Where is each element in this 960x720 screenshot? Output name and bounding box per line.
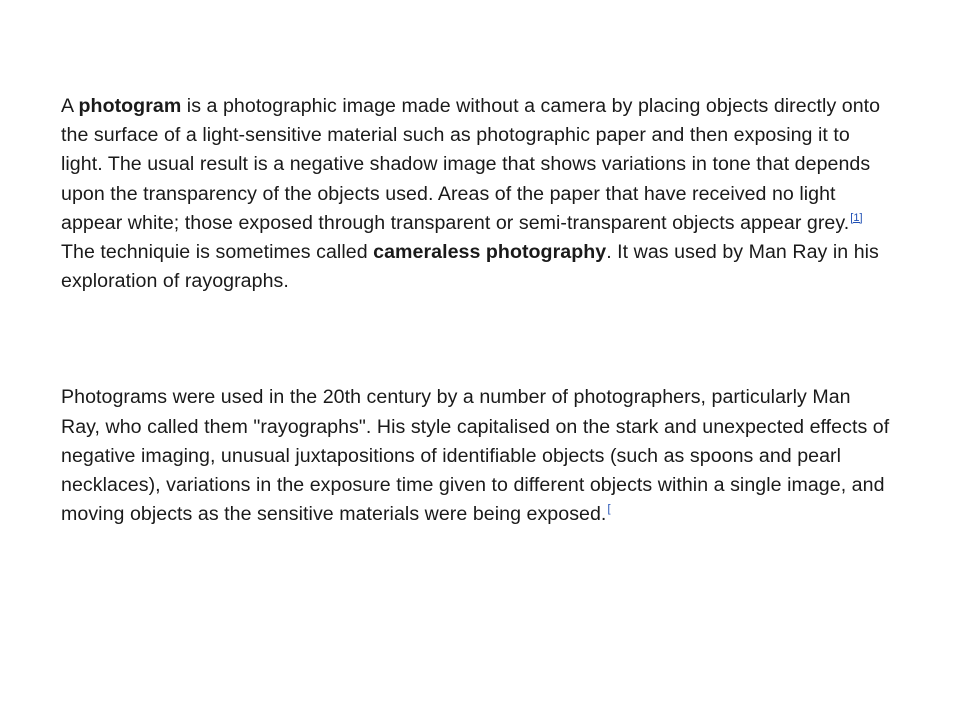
text-run: The techniquie is sometimes called [61, 241, 374, 264]
text-run: is a photographic image made without a camera by placing objects directly onto the surface of a light-sensitive material such as photographic paper and then exposing it to light. The usual result is a negative shadow image that shows variations in tone that depends upon the transparency of the objects used. Areas of the paper that have received no light appear white; those exposed through transparent or semi-transparent objects appear grey. [61, 95, 881, 234]
paragraph-cameraless-photography [61, 238, 891, 296]
paragraph-photogram-definition [61, 92, 891, 238]
reference-link-1[interactable]: [1] [850, 211, 863, 224]
term-cameraless-photography: cameraless photography [373, 241, 607, 264]
slide-text-body [61, 92, 891, 529]
term-photogram: photogram [78, 95, 182, 117]
reference-link-2[interactable]: [ [607, 503, 611, 516]
text-run: A [61, 95, 79, 117]
text-run: . It was used by Man Ray in his exploration of rayographs. [61, 241, 879, 293]
paragraph-man-ray-rayographs [61, 383, 891, 529]
text-run: Photograms were used in the 20th century by a number of photographers, particularly Man Ray, who called them "rayographs". His style capitalised on the stark and unexpected effects of negative imaging, unusual juxtapositions of identifiable objects (such as spoons and pearl necklaces), variations in the exposure time given to different objects within a single image, and moving objects as the sensitive materials were being exposed. [61, 386, 890, 526]
